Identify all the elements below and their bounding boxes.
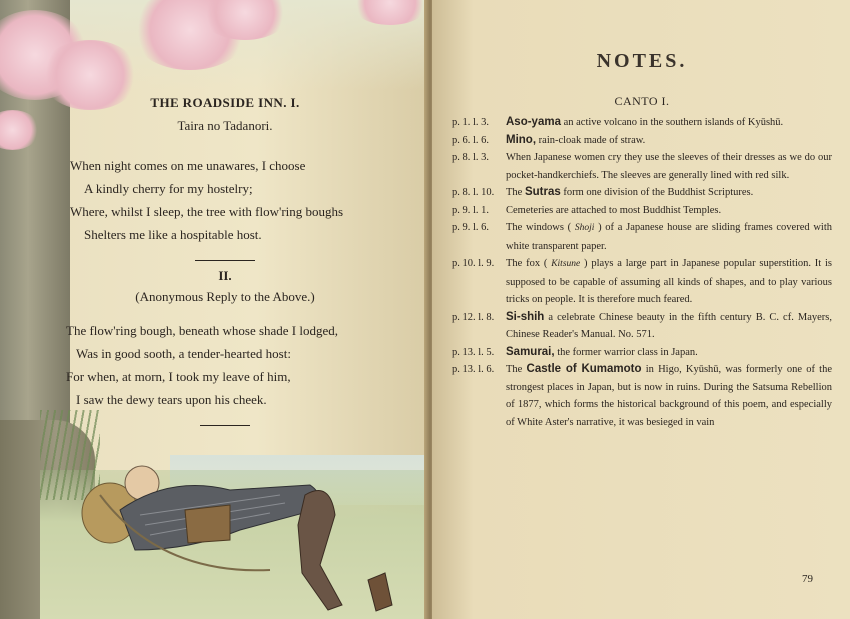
section-subtitle: (Anonymous Reply to the Above.)	[135, 289, 315, 304]
note-item	[452, 202, 832, 220]
note-ref: p. 8. l. 3.	[452, 152, 490, 163]
note-text: When Japanese women cry they use the sleeves of their dresses as we do our pocket-handkerchiefs. The sleeves are generally lined with red silk.	[506, 152, 832, 181]
poem-line: When night comes on me unawares, I choose	[70, 158, 306, 173]
note-item	[452, 309, 832, 344]
note-text: an active volcano in the southern islands of Kyūshū.	[560, 117, 784, 128]
note-term: Aso-yama	[506, 116, 561, 128]
traveller-pack	[185, 505, 230, 543]
note-ref: p. 13. l. 6.	[452, 364, 495, 375]
poem-author: Taira no Tadanori.	[177, 118, 273, 133]
poem-section-one	[60, 95, 390, 426]
note-term: Sutras	[524, 186, 561, 198]
section-number: II.	[218, 268, 232, 283]
note-ref: p. 6. l. 6.	[452, 134, 490, 146]
note-item	[452, 184, 832, 202]
sleeping-traveller-illustration	[80, 455, 410, 615]
note-item	[452, 132, 832, 150]
note-item	[452, 255, 832, 309]
note-text-before: The windows (	[506, 222, 575, 233]
poem-lines	[60, 154, 390, 246]
note-text-before: The	[506, 187, 525, 198]
note-ref: p. 1. l. 3.	[452, 117, 490, 128]
note-text: a celebrate Chinese beauty in the fifth century B. C. cf. Mayers, Chinese Reader's Manual. No. 571.	[506, 311, 832, 340]
poem-line: Where, whilst I sleep, the tree with flow'ring boughs	[70, 204, 344, 219]
note-text: rain-cloak made of straw.	[536, 134, 646, 146]
note-text: form one division of the Buddhist Scriptures.	[560, 187, 754, 198]
poem-line: I saw the dewy tears upon his cheek.	[76, 392, 267, 407]
note-italic-term: Kitsune	[551, 259, 581, 269]
note-text-before: The fox (	[506, 258, 552, 269]
note-ref: p. 8. l. 10.	[452, 187, 495, 198]
poem-line: Was in good sooth, a tender-hearted host:	[76, 346, 291, 361]
note-ref: p. 13. l. 5.	[452, 346, 495, 358]
note-item	[452, 219, 832, 255]
notes-list	[452, 114, 832, 431]
poem-title: THE ROADSIDE INN. I.	[150, 95, 300, 110]
note-item	[452, 114, 832, 132]
traveller-boot	[368, 573, 392, 611]
note-text: ) of a Japanese house are sliding frames covered with white transparent paper.	[506, 222, 832, 252]
note-italic-term: Shoji	[574, 223, 595, 233]
note-text: in Higo, Kyūshū, was formerly one of the strongest places in Japan, but is now in ruins. During the Satsuma Rebellion of 1877, which forms the historical background of this poem, and especially of White Aster's narrative, it was besieged in vain	[506, 364, 832, 428]
canto-heading: CANTO I.	[614, 94, 670, 108]
page-number: 79	[802, 573, 813, 585]
note-text: ) plays a large part in Japanese popular superstition. It is supposed to be capable of assuming all kinds of shapes, and to play various tricks on people. It is therefore much feared.	[506, 258, 832, 305]
poem-line: A kindly cherry for my hostelry;	[84, 181, 253, 196]
divider-rule	[200, 425, 250, 426]
note-term: Castle of Kumamoto	[526, 363, 642, 375]
notes-heading: NOTES.	[596, 50, 688, 72]
note-item	[452, 149, 832, 184]
note-text-before: The	[506, 364, 527, 375]
reply-poem-lines	[60, 319, 390, 411]
poem-line: The flow'ring bough, beneath whose shade I lodged,	[66, 323, 339, 338]
note-ref: p. 12. l. 8.	[452, 311, 495, 323]
note-ref: p. 10. l. 9.	[452, 258, 495, 269]
note-ref: p. 9. l. 6.	[452, 222, 490, 233]
right-page	[432, 0, 850, 619]
note-term: Si-shih	[506, 310, 545, 323]
poem-line: For when, at morn, I took my leave of him,	[66, 369, 291, 384]
note-term: Samurai,	[506, 345, 555, 358]
note-text: Cemeteries are attached to most Buddhist Temples.	[506, 204, 722, 216]
poem-line: Shelters me like a hospitable host.	[84, 227, 262, 242]
traveller-leg	[298, 491, 342, 611]
note-item	[452, 361, 832, 431]
note-ref: p. 9. l. 1.	[452, 204, 490, 216]
note-term: Mino,	[506, 133, 537, 146]
note-item	[452, 344, 832, 362]
divider-rule	[195, 260, 255, 261]
note-text: the former warrior class in Japan.	[554, 346, 698, 358]
